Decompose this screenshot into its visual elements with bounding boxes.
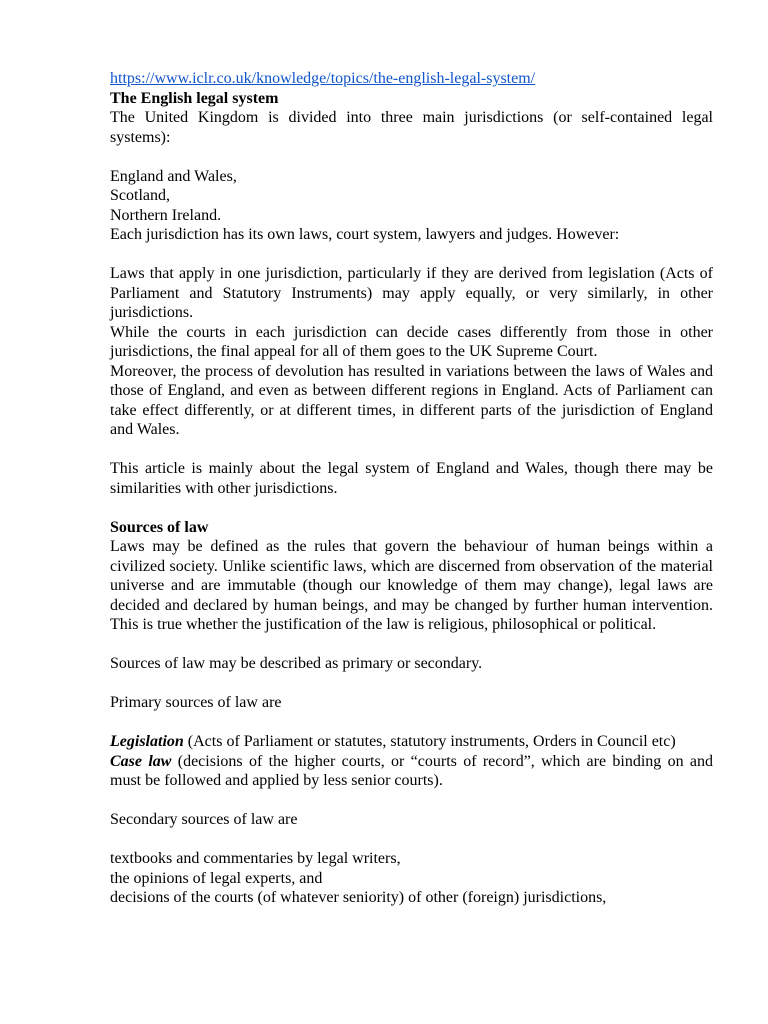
list-item <box>110 732 713 752</box>
spacer <box>110 830 713 850</box>
spacer <box>110 147 713 167</box>
spacer <box>110 674 713 694</box>
term: Case law <box>110 752 172 770</box>
list-item: textbooks and commentaries by legal writers, <box>110 850 401 867</box>
spacer <box>110 498 713 518</box>
spacer <box>110 635 713 655</box>
term: Legislation <box>110 733 184 750</box>
term-description: (decisions of the higher courts, or “courts of record”, which are binding on and must be followed and applied by less senior courts). <box>110 752 713 789</box>
spacer <box>110 440 713 460</box>
list-item: While the courts in each jurisdiction can decide cases differently from those in other jurisdictions, the final appeal for all of them goes to the UK Supreme Court. <box>110 323 713 360</box>
intro-paragraph: The United Kingdom is divided into three main jurisdictions (or self-contained legal systems): <box>110 109 713 146</box>
list-item: Scotland, <box>110 187 170 204</box>
list-item: Northern Ireland. <box>110 206 222 224</box>
sources-paragraph: Laws may be defined as the rules that govern the behaviour of human beings within a civilized society. Unlike scientific laws, which are discerned from observation of the material universe and are immutable (though our knowledge of them may change), legal laws are decided and declared by human beings, and may be changed by further human intervention. This is true whether the justification of the law is religious, philosophical or political. <box>110 538 713 633</box>
spacer <box>110 245 713 265</box>
term-description: (Acts of Parliament or statutes, statutory instruments, Orders in Council etc) <box>183 733 676 750</box>
list-item <box>110 752 713 791</box>
secondary-heading: Secondary sources of law are <box>110 811 298 828</box>
jurisdiction-note: Each jurisdiction has its own laws, court system, lawyers and judges. However: <box>110 226 620 243</box>
list-item: decisions of the courts (of whatever seniority) of other (foreign) jurisdictions, <box>110 889 607 906</box>
list-item: Moreover, the process of devolution has resulted in variations between the laws of Wales and those of England, and even as between different regions in England. Acts of Parliament can take effect differently, or at different times, in different parts of the jurisdiction of England and Wales. <box>110 362 713 438</box>
document-title: The English legal system <box>110 89 279 107</box>
spacer <box>110 791 713 811</box>
article-note: This article is mainly about the legal system of England and Wales, though there may be similarities with other jurisdictions. <box>110 460 713 497</box>
section-heading: Sources of law <box>110 518 209 536</box>
sources-description: Sources of law may be described as primary or secondary. <box>110 655 483 672</box>
spacer <box>110 713 713 733</box>
source-link[interactable]: https://www.iclr.co.uk/knowledge/topics/the-english-legal-system/ <box>110 70 536 87</box>
list-item: Laws that apply in one jurisdiction, particularly if they are derived from legislation (Acts of Parliament and Statutory Instruments) may apply equally, or very similarly, in other jurisdictions. <box>110 265 713 321</box>
list-item: England and Wales, <box>110 167 237 185</box>
primary-heading: Primary sources of law are <box>110 694 282 711</box>
document-page <box>110 69 713 908</box>
list-item: the opinions of legal experts, and <box>110 869 323 887</box>
